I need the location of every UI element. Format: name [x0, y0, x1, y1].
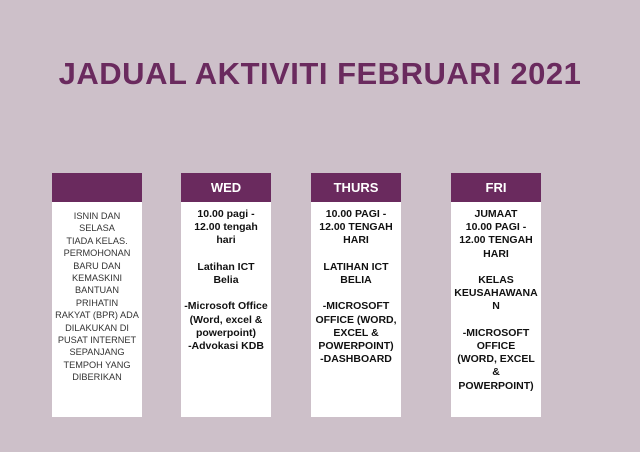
- schedule-column-mon-tue: [52, 173, 142, 417]
- schedule-column-thurs: [311, 173, 401, 417]
- schedule-column-wed: [181, 173, 271, 417]
- column-text-fri: JUMAAT 10.00 PAGI - 12.00 TENGAH HARI KELAS KEUSAHAWANA N -MICROSOFT OFFICE (WORD, EXCEL & POWERPOINT): [454, 208, 538, 392]
- column-header-wed: WED: [181, 173, 271, 202]
- column-header-fri: FRI: [451, 173, 541, 202]
- column-header-thurs: THURS: [311, 173, 401, 202]
- schedule-column-fri: [451, 173, 541, 417]
- column-text-wed: 10.00 pagi - 12.00 tengah hari Latihan ICT Belia -Microsoft Office (Word, excel & powerpoint) -Advokasi KDB: [184, 208, 268, 353]
- column-text-thurs: 10.00 PAGI - 12.00 TENGAH HARI LATIHAN ICT BELIA -MICROSOFT OFFICE (WORD, EXCEL & POWERPOINT) -DASHBOARD: [315, 208, 397, 366]
- column-header: [52, 173, 142, 202]
- column-text: ISNIN DAN SELASA TIADA KELAS. PERMOHONAN BARU DAN KEMASKINI BANTUAN PRIHATIN RAKYAT (BPR) ADA DILAKUKAN DI PUSAT INTERNET SEPANJANG TEMPOH YANG DIBERIKAN: [55, 211, 139, 383]
- page-title: JADUAL AKTIVITI FEBRUARI 2021: [58, 56, 582, 91]
